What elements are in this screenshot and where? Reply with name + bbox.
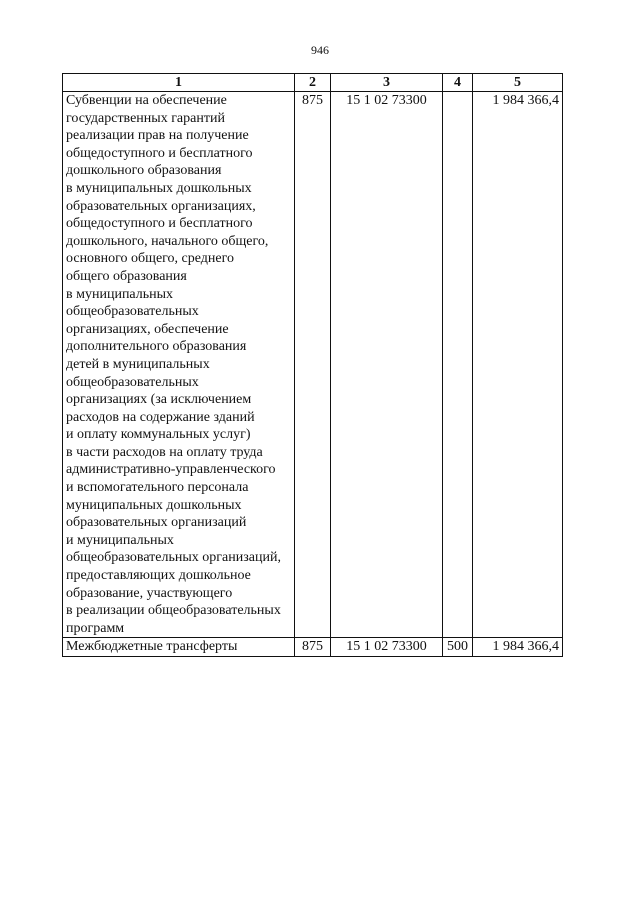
row-name-line: дополнительного образования bbox=[66, 339, 247, 355]
row-name-line: и вспомогательного персонала bbox=[66, 480, 249, 496]
row-name-line: общедоступного и бесплатного bbox=[66, 145, 253, 161]
table-row bbox=[63, 92, 563, 638]
row-name-line: предоставляющих дошкольное bbox=[66, 568, 251, 584]
row-name-line: общеобразовательных bbox=[66, 304, 199, 320]
row-name-line: программ bbox=[66, 620, 125, 636]
row-name-line: государственных гарантий bbox=[66, 110, 225, 126]
table-header-row bbox=[63, 74, 563, 92]
row-expense-type-cell bbox=[443, 92, 473, 638]
page-number: 946 bbox=[311, 43, 329, 57]
row-name-line: детей в муниципальных bbox=[66, 356, 210, 372]
row-name-line: в муниципальных дошкольных bbox=[66, 180, 252, 196]
header-col-3: 3 bbox=[331, 74, 443, 92]
header-col-4: 4 bbox=[443, 74, 473, 92]
row-name-line: организациях, обеспечение bbox=[66, 321, 229, 337]
row-chapter-code-cell: 875 bbox=[295, 92, 331, 638]
row-name-line: основного общего, среднего bbox=[66, 251, 235, 267]
row-name-line: образование, участвующего bbox=[66, 585, 233, 601]
row-chapter-code-cell: 875 bbox=[295, 638, 331, 657]
table-row bbox=[63, 638, 563, 657]
row-name-line: административно-управленческого bbox=[66, 462, 276, 478]
row-target-article-cell: 15 1 02 73300 bbox=[331, 638, 443, 657]
row-amount-cell: 1 984 366,4 bbox=[473, 92, 563, 638]
row-amount-cell: 1 984 366,4 bbox=[473, 638, 563, 657]
row-name-line: общего образования bbox=[66, 268, 187, 284]
row-expense-type-cell: 500 bbox=[443, 638, 473, 657]
row-name-cell bbox=[63, 638, 295, 657]
header-col-2: 2 bbox=[295, 74, 331, 92]
row-name-line: общеобразовательных организаций, bbox=[66, 550, 281, 566]
row-target-article-cell: 15 1 02 73300 bbox=[331, 92, 443, 638]
row-name-line: образовательных организаций bbox=[66, 515, 247, 531]
row-name-line: общедоступного и бесплатного bbox=[66, 216, 253, 232]
header-col-5: 5 bbox=[473, 74, 563, 92]
row-name-line: в части расходов на оплату труда bbox=[66, 444, 263, 460]
row-name-line: в реализации общеобразовательных bbox=[66, 603, 281, 619]
row-name-line: дошкольного образования bbox=[66, 163, 222, 179]
row-name-line: и оплату коммунальных услуг) bbox=[66, 427, 251, 443]
budget-table bbox=[62, 73, 563, 657]
row-name-line: дошкольного, начального общего, bbox=[66, 233, 269, 249]
row-name-line: реализации прав на получение bbox=[66, 128, 249, 144]
row-name-line: в муниципальных bbox=[66, 286, 174, 302]
row-name-line: Межбюджетные трансферты bbox=[66, 639, 238, 655]
row-name-line: Субвенции на обеспечение bbox=[66, 93, 227, 108]
row-name-cell bbox=[63, 92, 295, 638]
row-name-line: и муниципальных bbox=[66, 532, 174, 548]
header-col-1: 1 bbox=[63, 74, 295, 92]
row-name-line: организациях (за исключением bbox=[66, 392, 252, 408]
table-body bbox=[63, 92, 563, 657]
row-name-line: общеобразовательных bbox=[66, 374, 199, 390]
row-name-line: расходов на содержание зданий bbox=[66, 409, 255, 425]
row-name-line: муниципальных дошкольных bbox=[66, 497, 242, 513]
row-name-line: образовательных организациях, bbox=[66, 198, 256, 214]
